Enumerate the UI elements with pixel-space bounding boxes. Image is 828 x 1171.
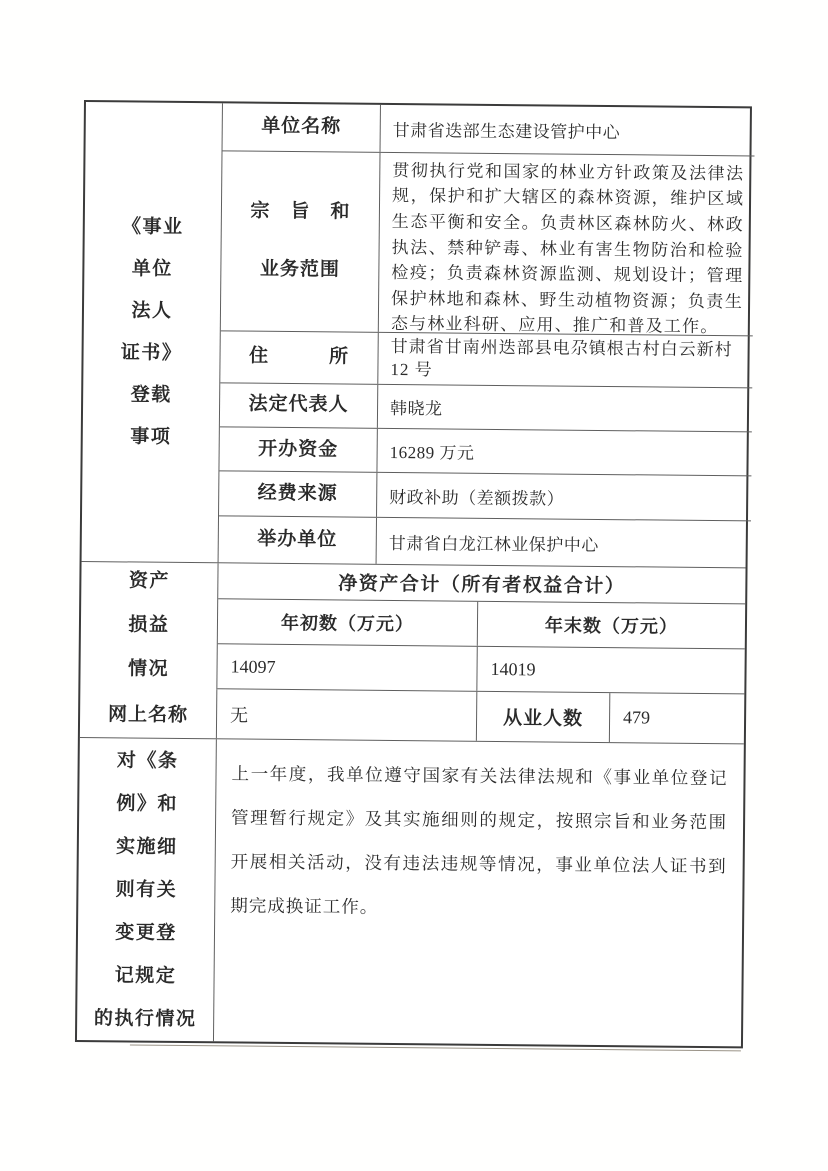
- label-text: 经费来源: [257, 482, 338, 505]
- side-label-line: 对《条: [116, 749, 179, 772]
- funding-source-label: [219, 472, 377, 517]
- purpose-label: [221, 151, 381, 332]
- assets-grid: [217, 563, 745, 694]
- purpose-value: [379, 153, 755, 336]
- side-label-line: 例》和: [116, 792, 179, 815]
- address-label: [220, 331, 378, 384]
- organizer-value: 甘肃省白龙江林业保护中心: [388, 533, 599, 555]
- staff-count-label: 从业人数: [477, 692, 610, 742]
- online-name-value: 无: [217, 689, 477, 740]
- organizer-label: [219, 517, 377, 564]
- side-label-line: 法人: [131, 299, 173, 322]
- compliance-side-label: [77, 738, 217, 1041]
- unit-name-value: 甘肃省迭部生态建设管护中心: [392, 120, 621, 143]
- side-label-line: 记规定: [114, 964, 177, 987]
- assets-values: [217, 644, 744, 694]
- section-certificate-items: [82, 102, 750, 568]
- row-address: [220, 331, 752, 388]
- assets-column-headers: [218, 599, 745, 649]
- row-funding-source: [219, 472, 751, 522]
- certificate-rows: [219, 103, 755, 567]
- label-text: 开办资金: [258, 438, 339, 460]
- row-purpose: [221, 151, 755, 336]
- opening-capital-label: [219, 427, 377, 472]
- section-compliance: [77, 738, 744, 1046]
- compliance-statement: 上一年度，我单位遵守国家有关法律法规和《事业单位登记管理暂行规定》及其实施细则的规定，按照宗旨和业务范围开展相关活动，没有违法违规等情况，事业单位法人证书到期完成换证工作。: [230, 763, 728, 917]
- side-label-line: 单位: [131, 257, 173, 280]
- label-text: 单位名称: [261, 116, 342, 138]
- certificate-side-label: [82, 102, 223, 562]
- side-label-line: 情况: [127, 658, 170, 680]
- online-name-label: 网上名称: [80, 688, 217, 738]
- legal-representative-value: 韩晓龙: [389, 398, 443, 419]
- label-text: 宗 旨 和: [250, 200, 351, 223]
- side-label-line: 实施细: [115, 835, 178, 858]
- side-label-line: 资产: [128, 570, 170, 592]
- row-unit-name: [223, 103, 755, 156]
- address-text: 甘肃省甘南州迭部县电尕镇根古村白云新村 12 号: [390, 337, 733, 380]
- side-label-line: 损益: [128, 614, 170, 636]
- label-text: 举办单位: [257, 528, 338, 551]
- opening-capital-value: 16289 万元: [389, 442, 475, 463]
- purpose-paragraph: 贯彻执行党和国家的林业方针政策及法律法规，保护和扩大辖区的森林资源，维护区域生态平衡和安全。负责林区森林防火、林政执法、禁种铲毒、林业有害生物防治和检验检疫；负责森林资源监测、规划设计；管理保护林地和森林、野生动植物资源；负责生态与林业科研、应用、推广和普及工作。: [390, 160, 745, 337]
- net-assets-header: 净资产合计（所有者权益合计）: [218, 563, 745, 604]
- side-label-line: 证书》: [120, 341, 183, 364]
- year-end-value: 14019: [490, 658, 536, 679]
- label-text: 住 所: [248, 345, 350, 368]
- side-label-line: 事项: [130, 425, 172, 448]
- side-label-line: 则有关: [115, 878, 178, 901]
- row-opening-capital: [219, 427, 751, 477]
- row-organizer: [219, 517, 751, 568]
- side-label-line: 《事业: [121, 215, 184, 238]
- row-legal-representative: [220, 383, 752, 432]
- side-label-line: 的执行情况: [93, 1007, 197, 1030]
- funding-source-value: 财政补助（差额拨款）: [389, 487, 565, 509]
- year-start-header: 年初数（万元）: [218, 599, 478, 645]
- unit-name-label: [223, 103, 381, 151]
- year-start-value: 14097: [217, 644, 477, 690]
- staff-count-value: 479: [623, 707, 651, 728]
- legal-representative-label: [220, 383, 378, 427]
- label-text: 业务范围: [259, 258, 340, 281]
- assets-side-label: [80, 562, 218, 689]
- section-online-name: [80, 688, 744, 744]
- section-assets: [80, 562, 745, 694]
- registration-table: [75, 100, 752, 1048]
- address-value: [378, 333, 752, 388]
- year-end-header: 年末数（万元）: [544, 615, 679, 637]
- label-text: 法定代表人: [248, 393, 349, 416]
- side-label-line: 登载: [130, 383, 172, 406]
- side-label-line: 变更登: [115, 921, 177, 944]
